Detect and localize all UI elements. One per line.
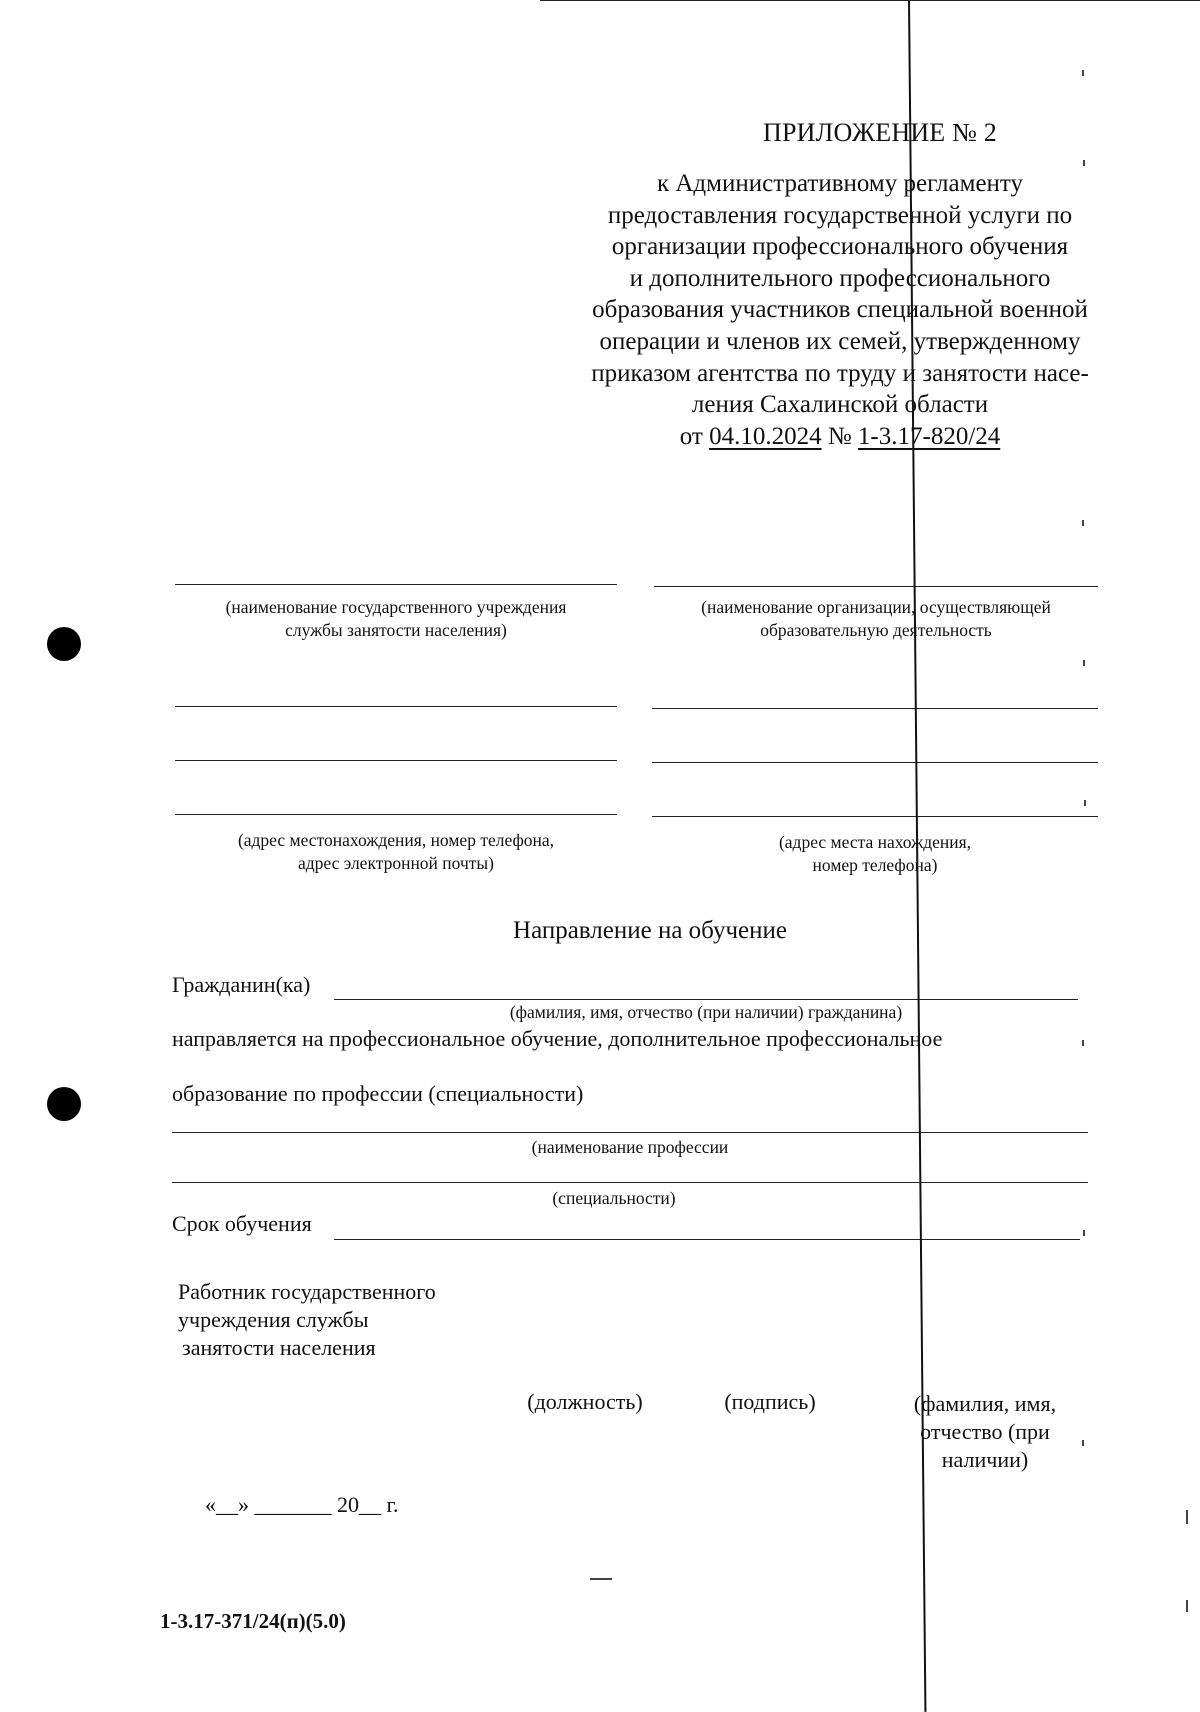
left-address-caption-line: адрес электронной почты)	[297, 853, 494, 873]
citizen-label: Гражданин(ка)	[172, 972, 311, 997]
specialty-name-line	[172, 1182, 1088, 1183]
directed-line: направляется на профессиональное обучение, дополнительное профессиональное	[172, 1026, 943, 1051]
scan-speck	[1082, 70, 1084, 76]
worker-title	[178, 1278, 498, 1362]
order-number: 1-3.17-820/24	[857, 422, 1001, 450]
footer-code: 1-3.17-371/24(п)(5.0)	[160, 1609, 346, 1633]
position-caption: (должность)	[527, 1389, 643, 1414]
appendix-line: к Административному регламенту	[656, 170, 1024, 197]
appendix-title: ПРИЛОЖЕНИЕ № 2	[763, 118, 997, 147]
worker-title-line: учреждения службы	[178, 1307, 369, 1332]
left-address-caption	[175, 829, 617, 875]
specialty-caption: (специальности)	[552, 1188, 676, 1208]
fullname-caption	[890, 1390, 1080, 1474]
order-date: 04.10.2024	[709, 422, 822, 450]
appendix-line: приказом агентства по труду и занятости насе-	[591, 359, 1089, 387]
scan-speck	[1083, 660, 1085, 666]
scan-speck	[1083, 160, 1085, 166]
order-prefix: от	[679, 422, 703, 450]
scan-speck	[1084, 800, 1086, 806]
term-label: Срок обучения	[172, 1211, 312, 1236]
appendix-line: операции и членов их семей, утвержденному	[599, 327, 1081, 355]
scan-speck	[1186, 1510, 1188, 1524]
scan-top-edge	[540, 0, 1200, 1]
punch-hole-bottom	[47, 1087, 81, 1121]
right-address-caption-line: (адрес места нахождения,	[778, 832, 972, 852]
left-org-caption-line: (наименование государственного учреждения	[225, 597, 567, 617]
appendix-line: предоставления государственной услуги по	[607, 201, 1073, 229]
right-address-caption-line: номер телефона)	[812, 855, 938, 875]
scan-speck	[1082, 520, 1084, 526]
profession-name-line	[172, 1132, 1088, 1133]
signature-caption: (подпись)	[724, 1389, 816, 1414]
appendix-line: организации профессионального обучения	[611, 233, 1069, 261]
term-line	[334, 1239, 1080, 1240]
left-address-caption-line: (адрес местонахождения, номер телефона,	[237, 830, 555, 850]
left-address-line	[175, 760, 617, 761]
order-number-sign: №	[827, 422, 852, 450]
left-address-line	[175, 814, 617, 815]
profession-caption: (наименование профессии	[531, 1137, 729, 1157]
punch-hole-top	[47, 627, 81, 661]
profession-line: образование по профессии (специальности)	[172, 1081, 584, 1106]
scan-speck	[590, 1578, 612, 1580]
right-org-caption-line: (наименование организации, осуществляющей	[701, 597, 1051, 617]
left-address-line	[175, 706, 617, 707]
scan-speck	[1082, 1040, 1084, 1046]
citizen-name-line	[334, 999, 1078, 1000]
left-org-name-line	[175, 584, 617, 585]
fullname-caption-line: (фамилия, имя,	[913, 1391, 1057, 1416]
scan-speck	[1083, 1230, 1085, 1236]
worker-title-line: Работник государственного	[178, 1279, 436, 1304]
appendix-line: и дополнительного профессионального	[629, 264, 1051, 292]
date-line: «__» _______ 20__ г.	[205, 1492, 399, 1517]
right-address-line	[652, 708, 1098, 709]
left-org-caption-line: службы занятости населения)	[285, 620, 507, 640]
appendix-line: образования участников специальной военной	[592, 296, 1088, 324]
left-org-caption	[175, 596, 617, 642]
right-org-caption-line: образовательную деятельность	[760, 620, 992, 640]
right-address-line	[652, 762, 1098, 763]
appendix-line: ления Сахалинской области	[691, 391, 989, 419]
scan-speck	[1082, 1440, 1084, 1446]
scan-speck	[1186, 1600, 1188, 1612]
right-address-line	[652, 816, 1098, 817]
right-org-name-line	[654, 586, 1098, 587]
document-title: Направление на обучение	[513, 917, 787, 944]
fullname-caption-line: отчество (при	[920, 1419, 1050, 1444]
fullname-caption-line: наличии)	[941, 1447, 1029, 1472]
order-reference	[535, 421, 1145, 453]
appendix-reference-block	[535, 168, 1145, 452]
right-address-caption	[652, 831, 1098, 877]
worker-title-line: занятости населения	[182, 1335, 376, 1360]
citizen-caption: (фамилия, имя, отчество (при наличии) гражданина)	[509, 1002, 903, 1022]
right-org-caption	[654, 596, 1098, 642]
